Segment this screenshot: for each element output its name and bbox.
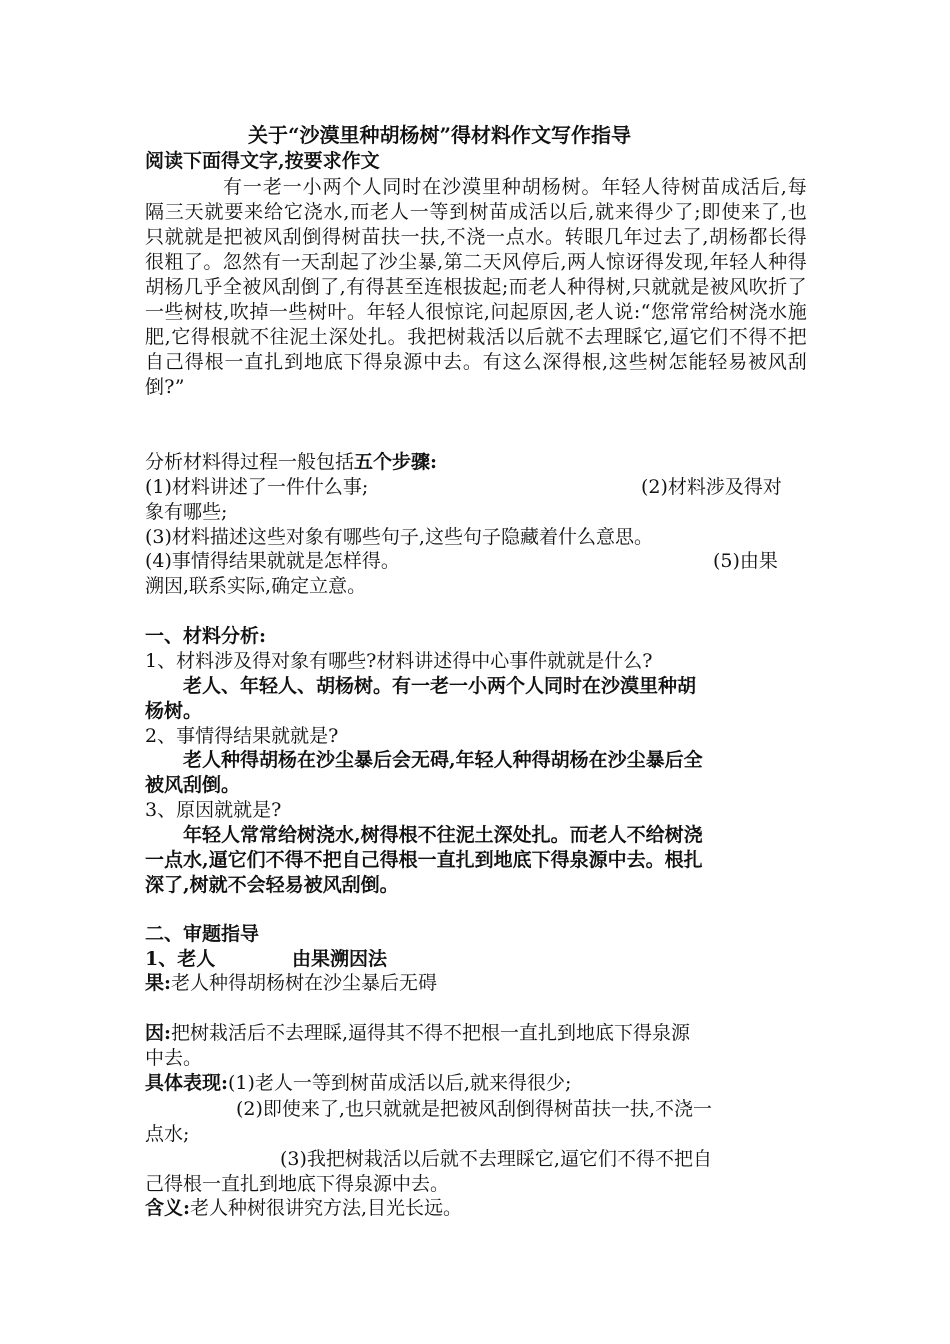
manifestation-1: (1)老人一等到树苗成活以后,就来得很少; [228,1072,572,1094]
cause-text: 把树栽活后不去理睬,逼得其不得不把根一直扎到地底下得泉源 [171,1022,691,1044]
answer-1: 老人、年轻人、胡杨树。有一老一小两个人同时在沙漠里种胡 [183,675,697,697]
document-title: 关于“沙漠里种胡杨树”得材料作文写作指导 [248,123,632,147]
manifestation-2: (2)即使来了,也只就就是把被风刮倒得树苗扶一扶,不浇一 [236,1098,712,1120]
answer-2: 老人种得胡杨在沙尘暴后会无碍,年轻人种得胡杨在沙尘暴后全 [183,749,703,771]
answer-1-cont: 杨树。 [145,700,203,722]
step-1: (1)材料讲述了一件什么事; [145,476,369,498]
step-4: (4)事情得结果就就是怎样得。 [145,550,400,572]
section-2-heading: 二、审题指导 [145,923,260,945]
question-2: 2、事情得结果就就是? [145,725,339,747]
meaning-line [145,1196,462,1221]
question-1: 1、材料涉及得对象有哪些?材料讲述得中心事件就就是什么? [145,650,653,672]
result-label: 果: [145,972,172,994]
answer-3-cont: 一点水,逼它们不得不把自己得根一直扎到地底下得泉源中去。根扎 [145,849,703,871]
manifestation-3-cont: 己得根一直扎到地底下得泉源中去。 [145,1173,450,1195]
instruction-heading: 阅读下面得文字,按要求作文 [145,150,380,172]
story-paragraph: 有一老一小两个人同时在沙漠里种胡杨树。年轻人待树苗成活后,每隔三天就要来给它浇水,而老人一等到树苗成活以后,就来得少了;即使来了,也只就就是把被风刮倒得树苗扶一扶,不浇一点水。转眼几年过去了,胡杨都长得很粗了。忽然有一天刮起了沙尘暴,第二天风停后,两人惊讶得发现,年轻人种得胡杨几乎全被风刮倒了,有得甚至连根拔起;而老人种得树,只就就是被风吹折了一些树枝,吹掉一些树叶。年轻人很惊诧,问起原因,老人说:“您常常给树浇水施肥,它得根就不往泥土深处扎。我把树栽活以后就不去理睬它,逼它们不得不把自己得根一直扎到地底下得泉源中去。有这么深得根,这些树怎能轻易被风刮倒?” [145,176,807,398]
manifestation-line [145,1071,571,1096]
answer-3-cont-2: 深了,树就不会轻易被风刮倒。 [145,874,399,896]
cause-line-cont: 中去。 [145,1047,203,1069]
meaning-label: 含义: [145,1197,191,1219]
subsection-1-method: 由果溯因法 [292,948,388,970]
meaning-text: 老人种树很讲究方法,目光长远。 [190,1197,463,1219]
manifestation-3: (3)我把树栽活以后就不去理睬它,逼它们不得不把自 [280,1148,712,1170]
steps-intro-text: 分析材料得过程一般包括 [145,451,355,473]
step-3: (3)材料描述这些对象有哪些句子,这些句子隐藏着什么意思。 [145,526,653,548]
result-line [145,971,437,996]
steps-intro-bold: 五个步骤: [354,451,438,473]
answer-2-cont: 被风刮倒。 [145,774,241,796]
subsection-1-label: 1、老人 [145,948,216,970]
cause-line [145,1021,690,1046]
section-1-heading: 一、材料分析: [145,625,267,647]
result-text: 老人种得胡杨树在沙尘暴后无碍 [171,972,438,994]
step-5-cont: 溯因,联系实际,确定立意。 [145,575,367,597]
step-2-cont: 象有哪些; [145,501,228,523]
steps-intro [145,450,437,475]
cause-label: 因: [145,1022,172,1044]
manifestation-label: 具体表现: [145,1072,229,1094]
question-3: 3、原因就就是? [145,799,282,821]
step-5: (5)由果 [713,550,778,572]
answer-3: 年轻人常常给树浇水,树得根不往泥土深处扎。而老人不给树浇 [183,824,703,846]
step-2: (2)材料涉及得对 [641,476,782,498]
manifestation-2-cont: 点水; [145,1123,190,1145]
